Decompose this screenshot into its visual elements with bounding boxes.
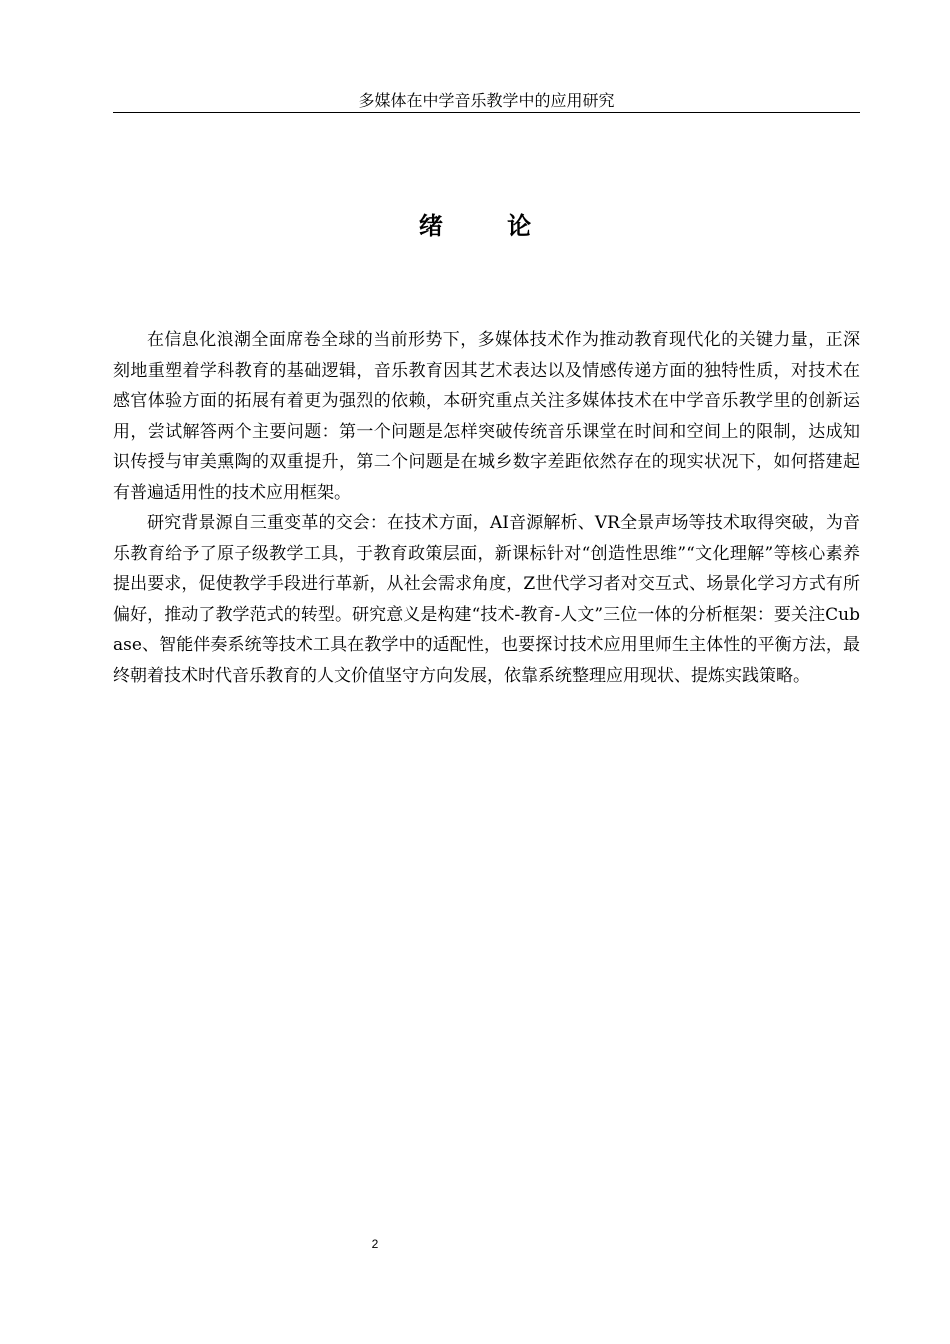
chapter-title: 绪 论 <box>418 212 560 240</box>
body-text <box>113 325 860 691</box>
paragraph-1: 在信息化浪潮全面席卷全球的当前形势下，多媒体技术作为推动教育现代化的关键力量，正深刻地重塑着学科教育的基础逻辑，音乐教育因其艺术表达以及情感传递方面的独特性质，对技术在感官体验方面的拓展有着更为强烈的依赖，本研究重点关注多媒体技术在中学音乐教学里的创新运用，尝试解答两个主要问题：第一个问题是怎样突破传统音乐课堂在时间和空间上的限制，达成知识传授与审美熏陶的双重提升，第二个问题是在城乡数字差距依然存在的现实状况下，如何搭建起有普遍适用性的技术应用框架。 <box>113 330 860 503</box>
page-number: 2 <box>371 1237 379 1251</box>
paragraph-2: 研究背景源自三重变革的交会：在技术方面，AI音源解析、VR全景声场等技术取得突破，为音乐教育给予了原子级教学工具，于教育政策层面，新课标针对“创造性思维”“文化理解”等核心素养提出要求，促使教学手段进行革新，从社会需求角度，Z世代学习者对交互式、场景化学习方式有所偏好，推动了教学范式的转型。研究意义是构建“技术-教育-人文”三位一体的分析框架：要关注Cubase、智能伴奏系统等技术工具在教学中的适配性，也要探讨技术应用里师生主体性的平衡方法，最终朝着技术时代音乐教育的人文价值坚守方向发展，依靠系统整理应用现状、提炼实践策略。 <box>113 513 860 686</box>
running-header: 多媒体在中学音乐教学中的应用研究 <box>113 90 860 113</box>
